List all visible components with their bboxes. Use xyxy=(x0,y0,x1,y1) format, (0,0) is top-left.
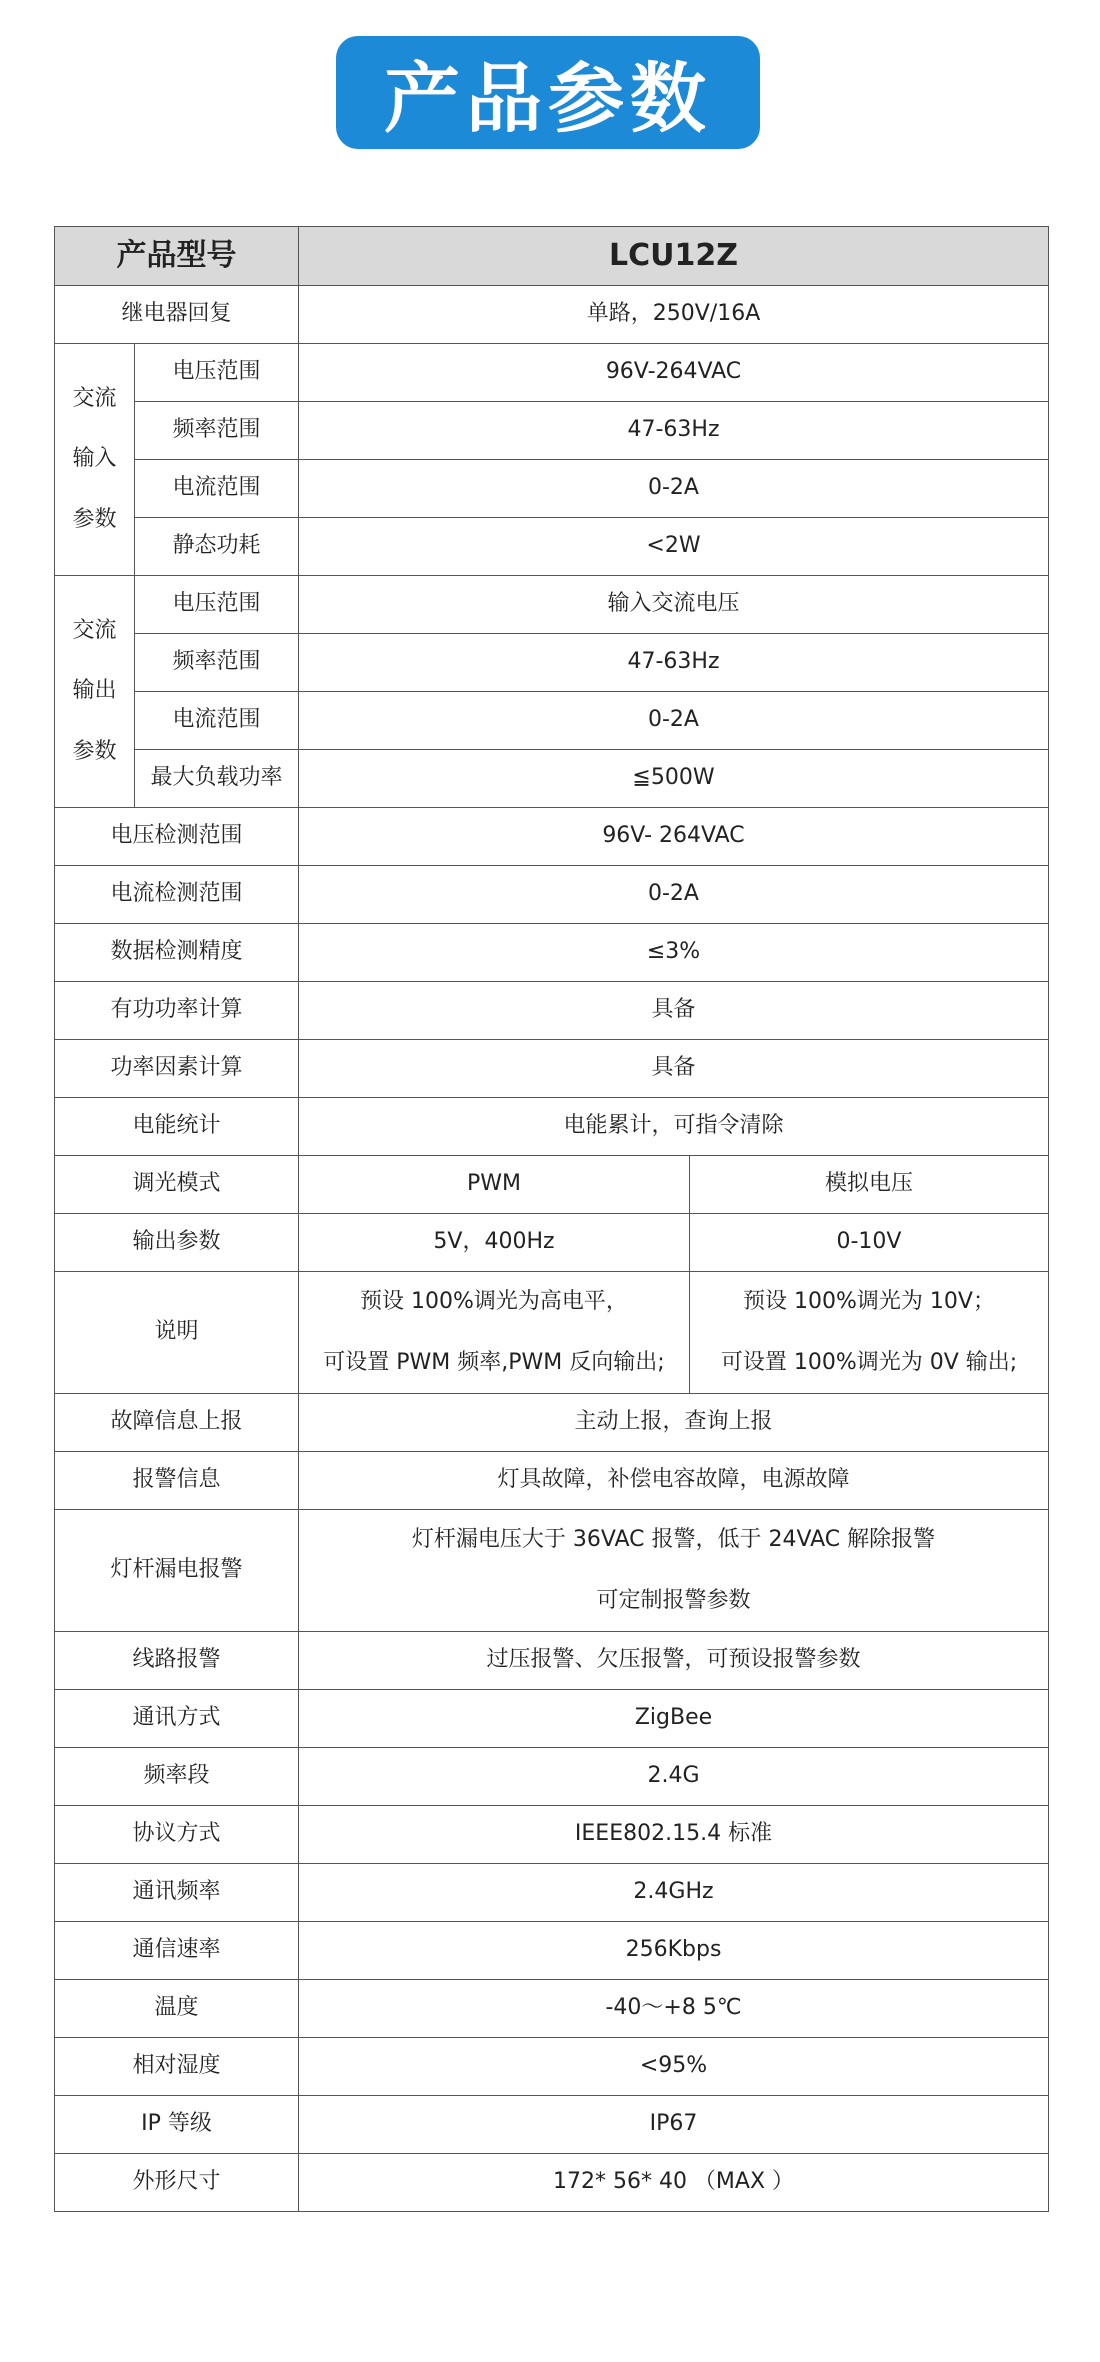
table-row xyxy=(55,1632,1049,1690)
row-value-analog: 模拟电压 xyxy=(690,1156,1049,1214)
table-row xyxy=(55,866,1049,924)
page-title: 产品参数 xyxy=(384,54,712,143)
row-label: 电压范围 xyxy=(135,344,299,402)
group-label-ac-input: 交流 输入 参数 xyxy=(55,344,135,576)
table-row xyxy=(55,1214,1049,1272)
table-row xyxy=(55,1864,1049,1922)
row-label: 电能统计 xyxy=(55,1098,299,1156)
row-value: 主动上报，查询上报 xyxy=(299,1394,1049,1452)
table-row xyxy=(55,634,1049,692)
row-value: ZigBee xyxy=(299,1690,1049,1748)
row-label: 频率范围 xyxy=(135,402,299,460)
row-label: 电压检测范围 xyxy=(55,808,299,866)
row-value: 96V- 264VAC xyxy=(299,808,1049,866)
row-value: 96V-264VAC xyxy=(299,344,1049,402)
table-row xyxy=(55,1510,1049,1632)
row-label: 故障信息上报 xyxy=(55,1394,299,1452)
row-label: 报警信息 xyxy=(55,1452,299,1510)
row-value: 47-63Hz xyxy=(299,402,1049,460)
row-value: 0-2A xyxy=(299,460,1049,518)
table-row xyxy=(55,1980,1049,2038)
group-label-ac-output: 交流 输出 参数 xyxy=(55,576,135,808)
table-row xyxy=(55,750,1049,808)
row-label: 通讯频率 xyxy=(55,1864,299,1922)
row-value: 灯具故障，补偿电容故障，电源故障 xyxy=(299,1452,1049,1510)
row-value: 0-2A xyxy=(299,866,1049,924)
header-label: 产品型号 xyxy=(55,227,299,286)
row-label: 频率范围 xyxy=(135,634,299,692)
row-value: 256Kbps xyxy=(299,1922,1049,1980)
row-label: 温度 xyxy=(55,1980,299,2038)
row-value-pwm: 5V，400Hz xyxy=(299,1214,690,1272)
row-label: 数据检测精度 xyxy=(55,924,299,982)
row-label: 协议方式 xyxy=(55,1806,299,1864)
row-value: ≦500W xyxy=(299,750,1049,808)
row-value: 输入交流电压 xyxy=(299,576,1049,634)
row-value: 2.4G xyxy=(299,1748,1049,1806)
table-row xyxy=(55,1040,1049,1098)
row-label: 继电器回复 xyxy=(55,286,299,344)
page-title-banner xyxy=(336,36,760,149)
row-value: 具备 xyxy=(299,982,1049,1040)
table-row xyxy=(55,808,1049,866)
row-value: 灯杆漏电压大于 36VAC 报警，低于 24VAC 解除报警 可定制报警参数 xyxy=(299,1510,1049,1632)
row-label: 功率因素计算 xyxy=(55,1040,299,1098)
header-value: LCU12Z xyxy=(299,227,1049,286)
row-label: 相对湿度 xyxy=(55,2038,299,2096)
row-label: 通信速率 xyxy=(55,1922,299,1980)
row-value-analog: 预设 100%调光为 10V； 可设置 100%调光为 0V 输出; xyxy=(690,1272,1049,1394)
row-value: 0-2A xyxy=(299,692,1049,750)
table-row xyxy=(55,2038,1049,2096)
table-row xyxy=(55,1394,1049,1452)
table-row xyxy=(55,286,1049,344)
row-label: 灯杆漏电报警 xyxy=(55,1510,299,1632)
table-row xyxy=(55,344,1049,402)
table-row xyxy=(55,1452,1049,1510)
table-row xyxy=(55,402,1049,460)
table-row xyxy=(55,982,1049,1040)
row-label: 调光模式 xyxy=(55,1156,299,1214)
row-value: IEEE802.15.4 标准 xyxy=(299,1806,1049,1864)
table-row xyxy=(55,1690,1049,1748)
row-label: 电压范围 xyxy=(135,576,299,634)
table-row xyxy=(55,1272,1049,1394)
row-value-pwm: 预设 100%调光为高电平， 可设置 PWM 频率,PWM 反向输出; xyxy=(299,1272,690,1394)
row-label: 电流检测范围 xyxy=(55,866,299,924)
table-row xyxy=(55,227,1049,286)
table-row xyxy=(55,2154,1049,2212)
row-value: 过压报警、欠压报警，可预设报警参数 xyxy=(299,1632,1049,1690)
row-label: 线路报警 xyxy=(55,1632,299,1690)
row-value-pwm: PWM xyxy=(299,1156,690,1214)
row-label: 电流范围 xyxy=(135,692,299,750)
table-row xyxy=(55,1748,1049,1806)
spec-table xyxy=(54,226,1049,2212)
row-label: 最大负载功率 xyxy=(135,750,299,808)
table-row xyxy=(55,1806,1049,1864)
table-row xyxy=(55,692,1049,750)
table-row xyxy=(55,924,1049,982)
row-label: 有功功率计算 xyxy=(55,982,299,1040)
row-value: 电能累计，可指令清除 xyxy=(299,1098,1049,1156)
row-label: 外形尺寸 xyxy=(55,2154,299,2212)
table-row xyxy=(55,1922,1049,1980)
row-label: IP 等级 xyxy=(55,2096,299,2154)
row-value: -40～+8 5℃ xyxy=(299,1980,1049,2038)
row-value: 具备 xyxy=(299,1040,1049,1098)
table-row xyxy=(55,518,1049,576)
row-value: 47-63Hz xyxy=(299,634,1049,692)
row-label: 输出参数 xyxy=(55,1214,299,1272)
row-value: <2W xyxy=(299,518,1049,576)
row-label: 说明 xyxy=(55,1272,299,1394)
row-value: IP67 xyxy=(299,2096,1049,2154)
row-value-analog: 0-10V xyxy=(690,1214,1049,1272)
row-value: 172* 56* 40 （MAX ） xyxy=(299,2154,1049,2212)
row-value: 单路，250V/16A xyxy=(299,286,1049,344)
table-row xyxy=(55,576,1049,634)
table-row xyxy=(55,2096,1049,2154)
row-value: ≤3% xyxy=(299,924,1049,982)
table-row xyxy=(55,1098,1049,1156)
row-label: 通讯方式 xyxy=(55,1690,299,1748)
table-row xyxy=(55,460,1049,518)
row-label: 频率段 xyxy=(55,1748,299,1806)
table-row xyxy=(55,1156,1049,1214)
row-label: 静态功耗 xyxy=(135,518,299,576)
row-value: 2.4GHz xyxy=(299,1864,1049,1922)
row-value: <95% xyxy=(299,2038,1049,2096)
row-label: 电流范围 xyxy=(135,460,299,518)
